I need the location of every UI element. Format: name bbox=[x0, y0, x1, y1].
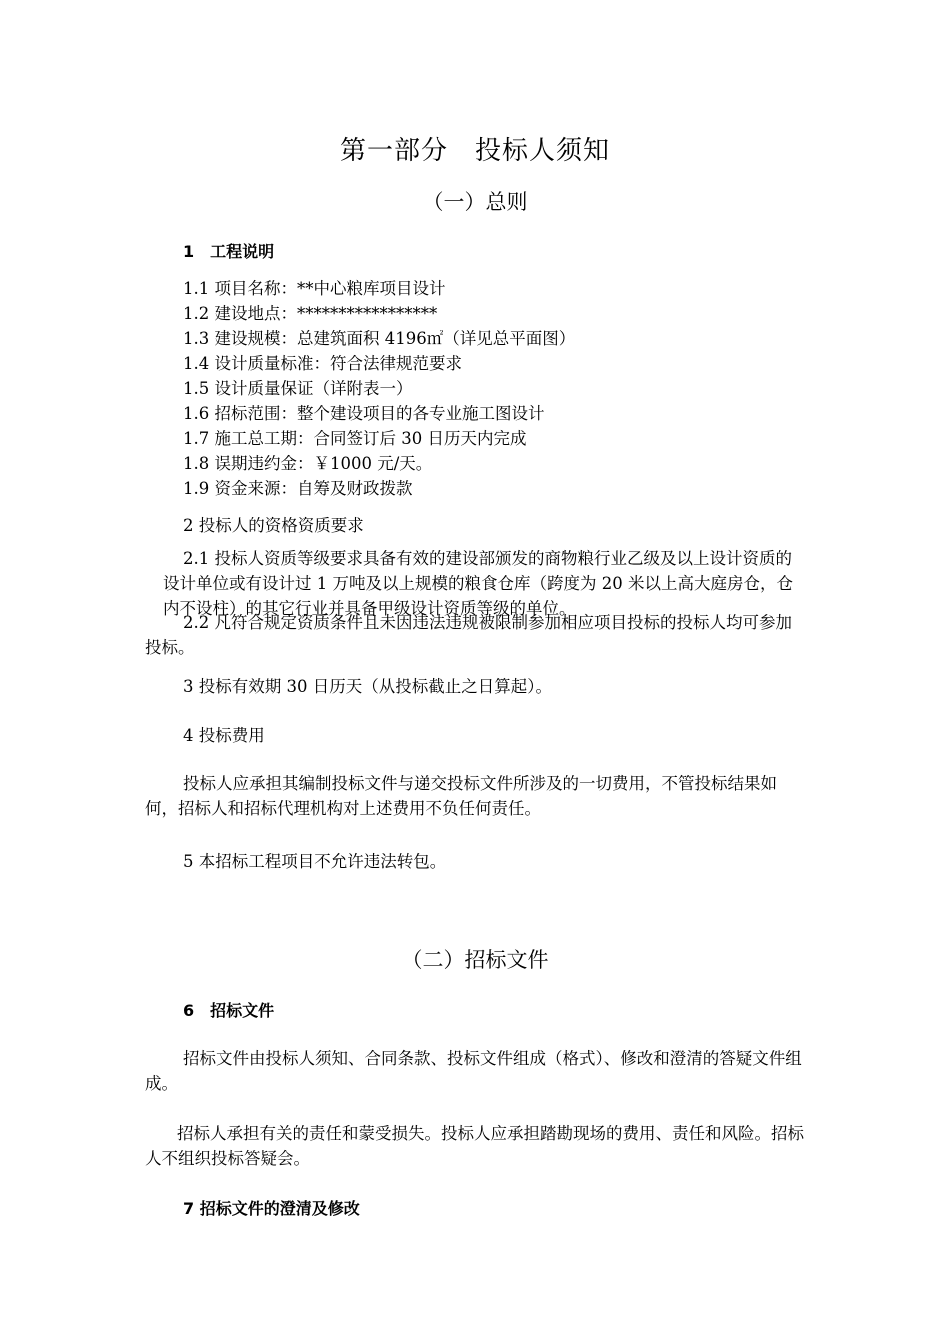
paragraph-bidding-documents-composition: 招标文件由投标人须知、合同条款、投标文件组成（格式）、修改和澄清的答疑文件组成。 bbox=[145, 1049, 802, 1093]
section-title-general: （一）总则 bbox=[422, 190, 528, 214]
heading-bidding-cost: 4 投标费用 bbox=[183, 726, 265, 745]
paragraph-qualification-2-2: 2.2 凡符合规定资质条件且未因违法违规被限制参加相应项目投标的投标人均可参加投标。 bbox=[145, 613, 792, 657]
item-construction-site: 1.2 建设地点：***************** bbox=[183, 304, 438, 323]
item-delay-penalty: 1.8 误期违约金：￥1000 元/天。 bbox=[183, 454, 433, 473]
heading-qualification: 2 投标人的资格资质要求 bbox=[183, 516, 364, 535]
paragraph-bidding-cost: 投标人应承担其编制投标文件与递交投标文件所涉及的一切费用，不管投标结果如何，招标人和招标代理机构对上述费用不负任何责任。 bbox=[145, 774, 777, 818]
heading-no-subcontract: 5 本招标工程项目不允许违法转包。 bbox=[183, 852, 447, 871]
section-title-bidding-documents: （二）招标文件 bbox=[401, 948, 549, 972]
item-construction-period: 1.7 施工总工期：合同签订后 30 日历天内完成 bbox=[183, 429, 527, 448]
heading-clarification-modification: 7 招标文件的澄清及修改 bbox=[183, 1199, 360, 1218]
paragraph-site-visit: 招标人承担有关的责任和蒙受损失。投标人应承担踏勘现场的费用、责任和风险。招标人不组织投标答疑会。 bbox=[145, 1124, 804, 1168]
heading-validity-period: 3 投标有效期 30 日历天（从投标截止之日算起）。 bbox=[183, 677, 552, 696]
heading-project-description: 1 工程说明 bbox=[183, 242, 275, 261]
item-construction-scale: 1.3 建设规模：总建筑面积 4196㎡（详见总平面图） bbox=[183, 329, 576, 348]
item-quality-guarantee: 1.5 设计质量保证（详附表一） bbox=[183, 379, 413, 398]
item-funding-source: 1.9 资金来源：自筹及财政拨款 bbox=[183, 479, 413, 498]
item-project-name: 1.1 项目名称：**中心粮库项目设计 bbox=[183, 279, 446, 298]
item-bidding-scope: 1.6 招标范围：整个建设项目的各专业施工图设计 bbox=[183, 404, 545, 423]
page-title: 第一部分 投标人须知 bbox=[339, 136, 610, 166]
heading-bidding-documents: 6 招标文件 bbox=[183, 1001, 275, 1020]
paragraph-qualification-2-1: 2.1 投标人资质等级要求具备有效的建设部颁发的商物粮行业乙级及以上设计资质的设计单位或有设计过 1 万吨及以上规模的粮食仓库（跨度为 20 米以上高大庭房仓，仓内不设柱）的其它行业并具备甲级设计资质等级的单位。 bbox=[163, 549, 793, 618]
item-quality-standard: 1.4 设计质量标准：符合法律规范要求 bbox=[183, 354, 462, 373]
